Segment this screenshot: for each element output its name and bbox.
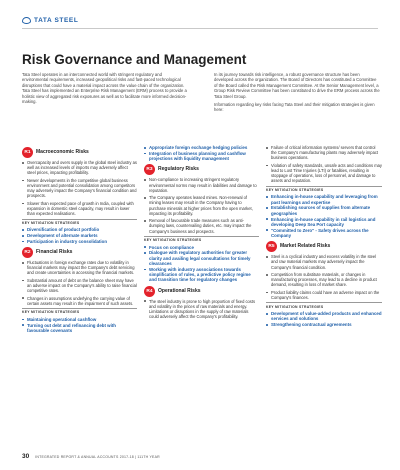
column-2 (144, 145, 259, 322)
list-item: Slower than expected pace of growth in India, coupled with expansion in domestic steel capacity, may result in lower than expected realisations. (22, 201, 137, 217)
list-item: Competition from substitute materials, or changes in manufacturing processes, may lead to a decline in product demand, resulting in loss of market share. (266, 272, 382, 288)
risk-title: Market Related Risks (280, 243, 331, 250)
list-item: The Company operates leased mines. Non-renewal of mining leases may result in the Company having to purchase minerals at higher prices from the open market, impacting its profitability. (144, 195, 259, 216)
risk-badge: R3 (144, 164, 155, 175)
list-item: Failure of critical information systems/ servers that control the Company's manufacturing plants may adversely impact business operations. (266, 145, 382, 161)
mitigation-item: Appropriate foreign exchange hedging policies (144, 145, 259, 150)
mitigation-item: Maintaining operational cashflow (22, 317, 137, 322)
tata-logo-icon (22, 17, 31, 24)
risk-badge: R5 (266, 241, 277, 252)
list-item: Product liability claims could have an adverse impact on the Company's finances. (266, 290, 382, 300)
list-item: Non-compliance to increasing stringent regulatory environmental norms may result in liabilities and damage to reputation. (144, 177, 259, 193)
risk-badge: R2 (22, 247, 33, 258)
risk-r4-points-part1 (144, 299, 259, 320)
risk-r1-mitigations (22, 227, 137, 244)
mitigation-item: Focus on compliance (144, 245, 259, 250)
page-number: 30 (22, 453, 30, 460)
column-1 (22, 145, 137, 336)
mitigation-item: Participation in industry consolidation (22, 239, 137, 244)
mitigation-item: Enhancing in-house capability in rail logistics and developing Deep Sea Port capacity (266, 217, 382, 228)
mitigation-label: KEY MITIGATION STRATEGIES (266, 302, 382, 309)
mitigation-label: KEY MITIGATION STRATEGIES (144, 236, 259, 243)
risk-title: Regulatory Risks (158, 166, 199, 173)
risk-r5-points (266, 254, 382, 300)
mitigation-item: Development of value-added products and enhanced services and solutions (266, 311, 382, 322)
risk-title: Financial Risks (36, 248, 73, 255)
mitigation-item: Establishing sources of supplies from alternate geographies (266, 205, 382, 216)
intro-left-text: Tata Steel operates in an interconnected world with stringent regulatory and environmental requirements, increased geopolitical risks and fast-paced technological disruptions that could have a material impact across the value chain of the organization. Tata Steel has implemented an Enterprise Risk Management (ERM) process to provide a holistic view of aggregated risk exposures as well as to facilitate more informed decision-making. (22, 72, 187, 105)
page-footer (22, 453, 160, 460)
list-item: Fluctuations in foreign exchange rates due to volatility in financial markets may impact the Company's debt servicing and create uncertainties in accessing the financial markets. (22, 260, 137, 276)
mitigation-item: Enhancing in-house capability and leveraging from past learnings and expertise (266, 194, 382, 205)
mitigation-item: Development of alternate markets (22, 233, 137, 238)
risk-title: Macroeconomic Risks (36, 148, 89, 155)
intro-right-paragraph-1: In its journey towards risk intelligence, a robust governance structure has been developed across the organization. The Board of Directors has constituted a Committee of the Board called the Risk Management Committee. At the Senior Management level, a Group Risk Review Committee has been constituted to drive the ERM process across the Tata Steel Group. (214, 72, 380, 99)
column-3 (266, 145, 382, 330)
intro-left (22, 72, 188, 107)
mitigation-item: Dialogue with regulatory authorities for greater clarity and availing legal consultations for timely clearances (144, 250, 259, 266)
list-item: Violation of safety standards, unsafe acts and conditions may lead to Lost Time Injuries (LTI) or fatalities, resulting in stoppage of operations, loss of personnel, and damage to assets and reputation. (266, 163, 382, 184)
mitigation-item: Turning out debt and refinancing debt with favourable covenants (22, 323, 137, 334)
tata-steel-logo (22, 17, 78, 24)
risk-r2-header (22, 247, 137, 258)
risk-r1-points (22, 160, 137, 216)
risk-r5-header (266, 241, 382, 252)
risk-title: Operational Risks (158, 287, 201, 294)
risk-badge: R4 (144, 286, 155, 297)
risk-r2-mitigations (22, 317, 137, 333)
mitigation-item: Working with industry associations towards simplification of rules, a predictive policy regime and transition time for regulatory changes (144, 267, 259, 283)
risk-r3-points (144, 177, 259, 233)
footer-text: INTEGRATED REPORT & ANNUAL ACCOUNTS 2017-18 | 111TH YEAR (35, 454, 160, 459)
risk-r4-mitigations (266, 194, 382, 238)
risk-r2-points (22, 260, 137, 306)
list-item: Overcapacity and overs supply in the global steel industry as well as increased levels of imports may adversely affect steel prices, impacting profitability. (22, 160, 137, 176)
risk-r3-mitigations (144, 245, 259, 283)
risk-r1-header (22, 147, 137, 158)
intro-right-paragraph-2: Information regarding key risks facing Tata Steel and their mitigation strategies is given here: (214, 102, 375, 113)
list-item: Steel is a cyclical industry and excess volatility in the steel and raw material markets may adversely impact the Company's financial condition. (266, 254, 382, 270)
list-item: Newer developments in the competitive global business environment and potential consolidation among competitors may adversely impact the Company's financial condition and prospects. (22, 178, 137, 199)
list-item: The steel industry is prone to high proportion of fixed costs and volatility in the prices of raw materials and energy. Limitations or disruptions in the supply of raw materials could adversely affect the Company's profitability. (144, 299, 259, 320)
risk-r3-header (144, 164, 259, 175)
risk-badge: R1 (22, 147, 33, 158)
mitigation-label: KEY MITIGATION STRATEGIES (266, 186, 382, 193)
mitigation-item: Integration of business planning and cashflow projections with liquidity management (144, 151, 259, 162)
risk-r5-mitigations (266, 311, 382, 327)
mitigation-item: Diversification of product portfolio (22, 227, 137, 232)
mitigation-item: "Committed to Zero" - Safety drives across the Company (266, 228, 382, 239)
risk-r4-header (144, 286, 259, 297)
header-divider (22, 28, 378, 29)
logo-text: TATA STEEL (34, 17, 79, 24)
mitigation-label: KEY MITIGATION STRATEGIES (22, 308, 137, 315)
list-item: Substantial amount of debt on the balance sheet may have an adverse impact on the Company's ability to raise financial competitive rates. (22, 278, 137, 294)
mitigation-label: KEY MITIGATION STRATEGIES (22, 219, 137, 226)
page-title: Risk Governance and Management (22, 52, 247, 67)
page-header (0, 0, 400, 30)
mitigation-item: Strengthening contractual agreements (266, 322, 382, 327)
risk-r2-mitigations-continued (144, 145, 259, 161)
list-item: Changes in assumptions underlying the carrying value of certain assets may result in the impairment of such assets. (22, 296, 137, 306)
intro-right (214, 72, 380, 116)
list-item: Removal of favourable trade measures such as anti-dumping laws, countervailing duties, etc. may impact the Company's business and prospects. (144, 218, 259, 234)
risk-r4-points-part2 (266, 145, 382, 184)
